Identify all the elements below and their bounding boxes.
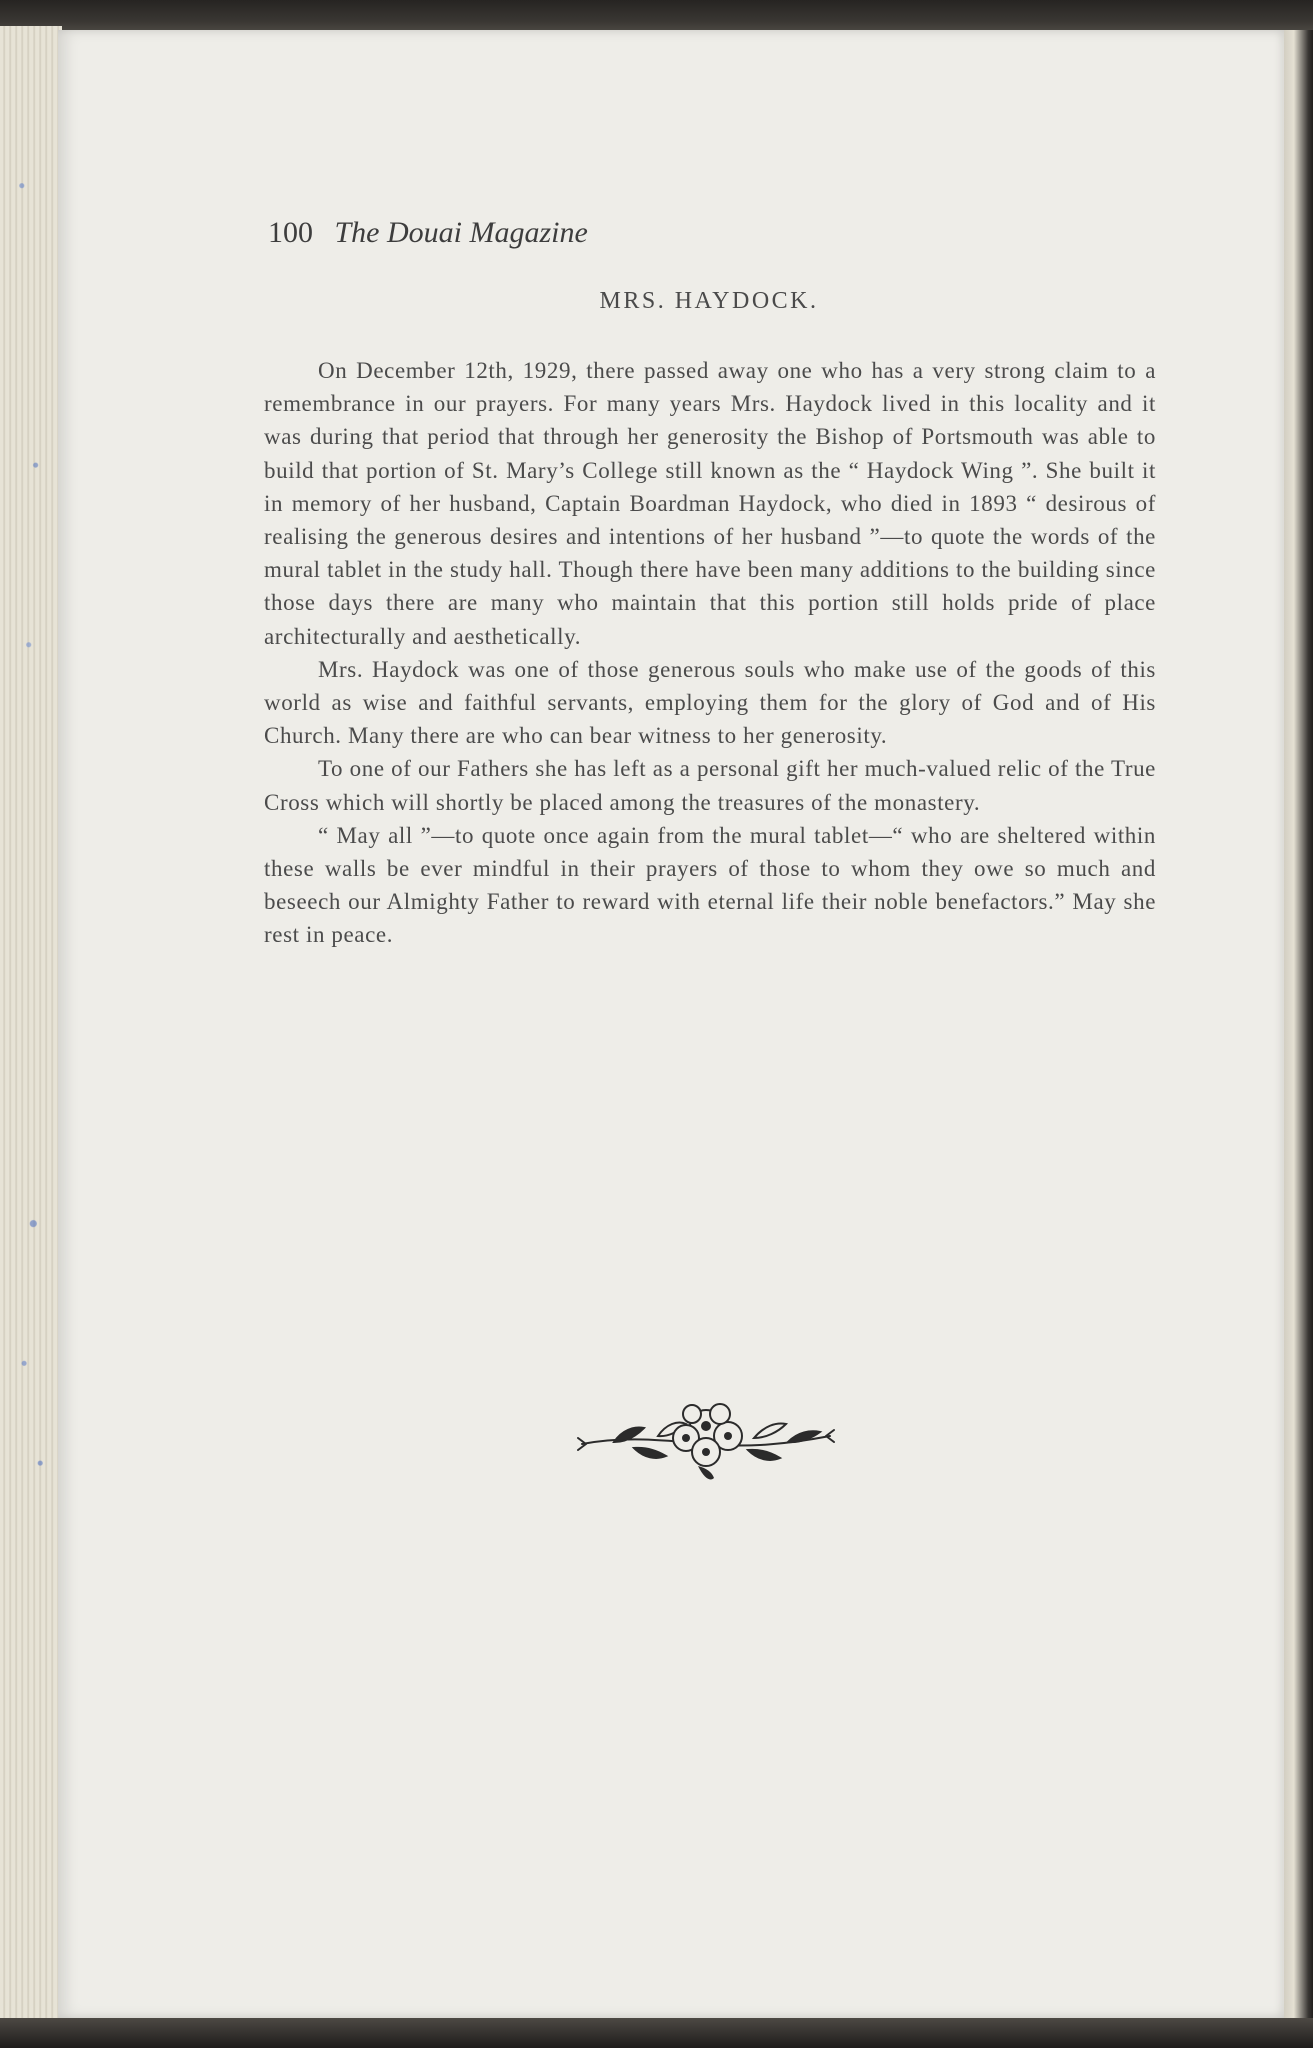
- floral-ornament-icon: [574, 1392, 838, 1488]
- article-paragraph: Mrs. Haydock was one of those generous souls who make use of the goods of this world as wise and faithful servants, employing them for the glory of God and of His Church. Many there are who can bear witness to her generosity.: [264, 656, 1156, 749]
- book-page: [58, 30, 1284, 2018]
- page-number: 100: [268, 216, 313, 249]
- book-cover-edge: [1281, 30, 1313, 2020]
- article-paragraph: To one of our Fathers she has left as a personal gift her much-valued relic of the True Cross which will shortly be placed among the treasures of the monastery.: [264, 756, 1156, 815]
- article-paragraph: On December 12th, 1929, there passed away one who has a very strong claim to a remembrance in our prayers. For many years Mrs. Haydock lived in this locality and it was during that period that through her generosity the Bishop of Portsmouth was able to build that portion of St. Mary’s College still known as the “ Haydock Wing ”. She built it in memory of her husband, Captain Boardman Haydock, who died in 1893 “ desirous of realising the generous desires and intentions of her husband ”—to quote the words of the mural tablet in the study hall. Though there have been many additions to the building since those days there are many who maintain that this portion still holds pride of place architecturally and aesthetically.: [264, 358, 1156, 649]
- running-head: [268, 216, 968, 250]
- article-paragraph: “ May all ”—to quote once again from the mural tablet—“ who are sheltered within these walls be ever mindful in their prayers of those to whom they owe so much and beseech our Almighty Father to reward with eternal life their noble benefactors.” May she rest in peace.: [264, 822, 1156, 948]
- page-stack-edge: [0, 26, 62, 2022]
- article-title: MRS. HAYDOCK.: [599, 288, 819, 314]
- book-bottom-edge: [0, 2018, 1313, 2048]
- article-body: [264, 354, 1156, 952]
- journal-title: The Douai Magazine: [334, 216, 588, 249]
